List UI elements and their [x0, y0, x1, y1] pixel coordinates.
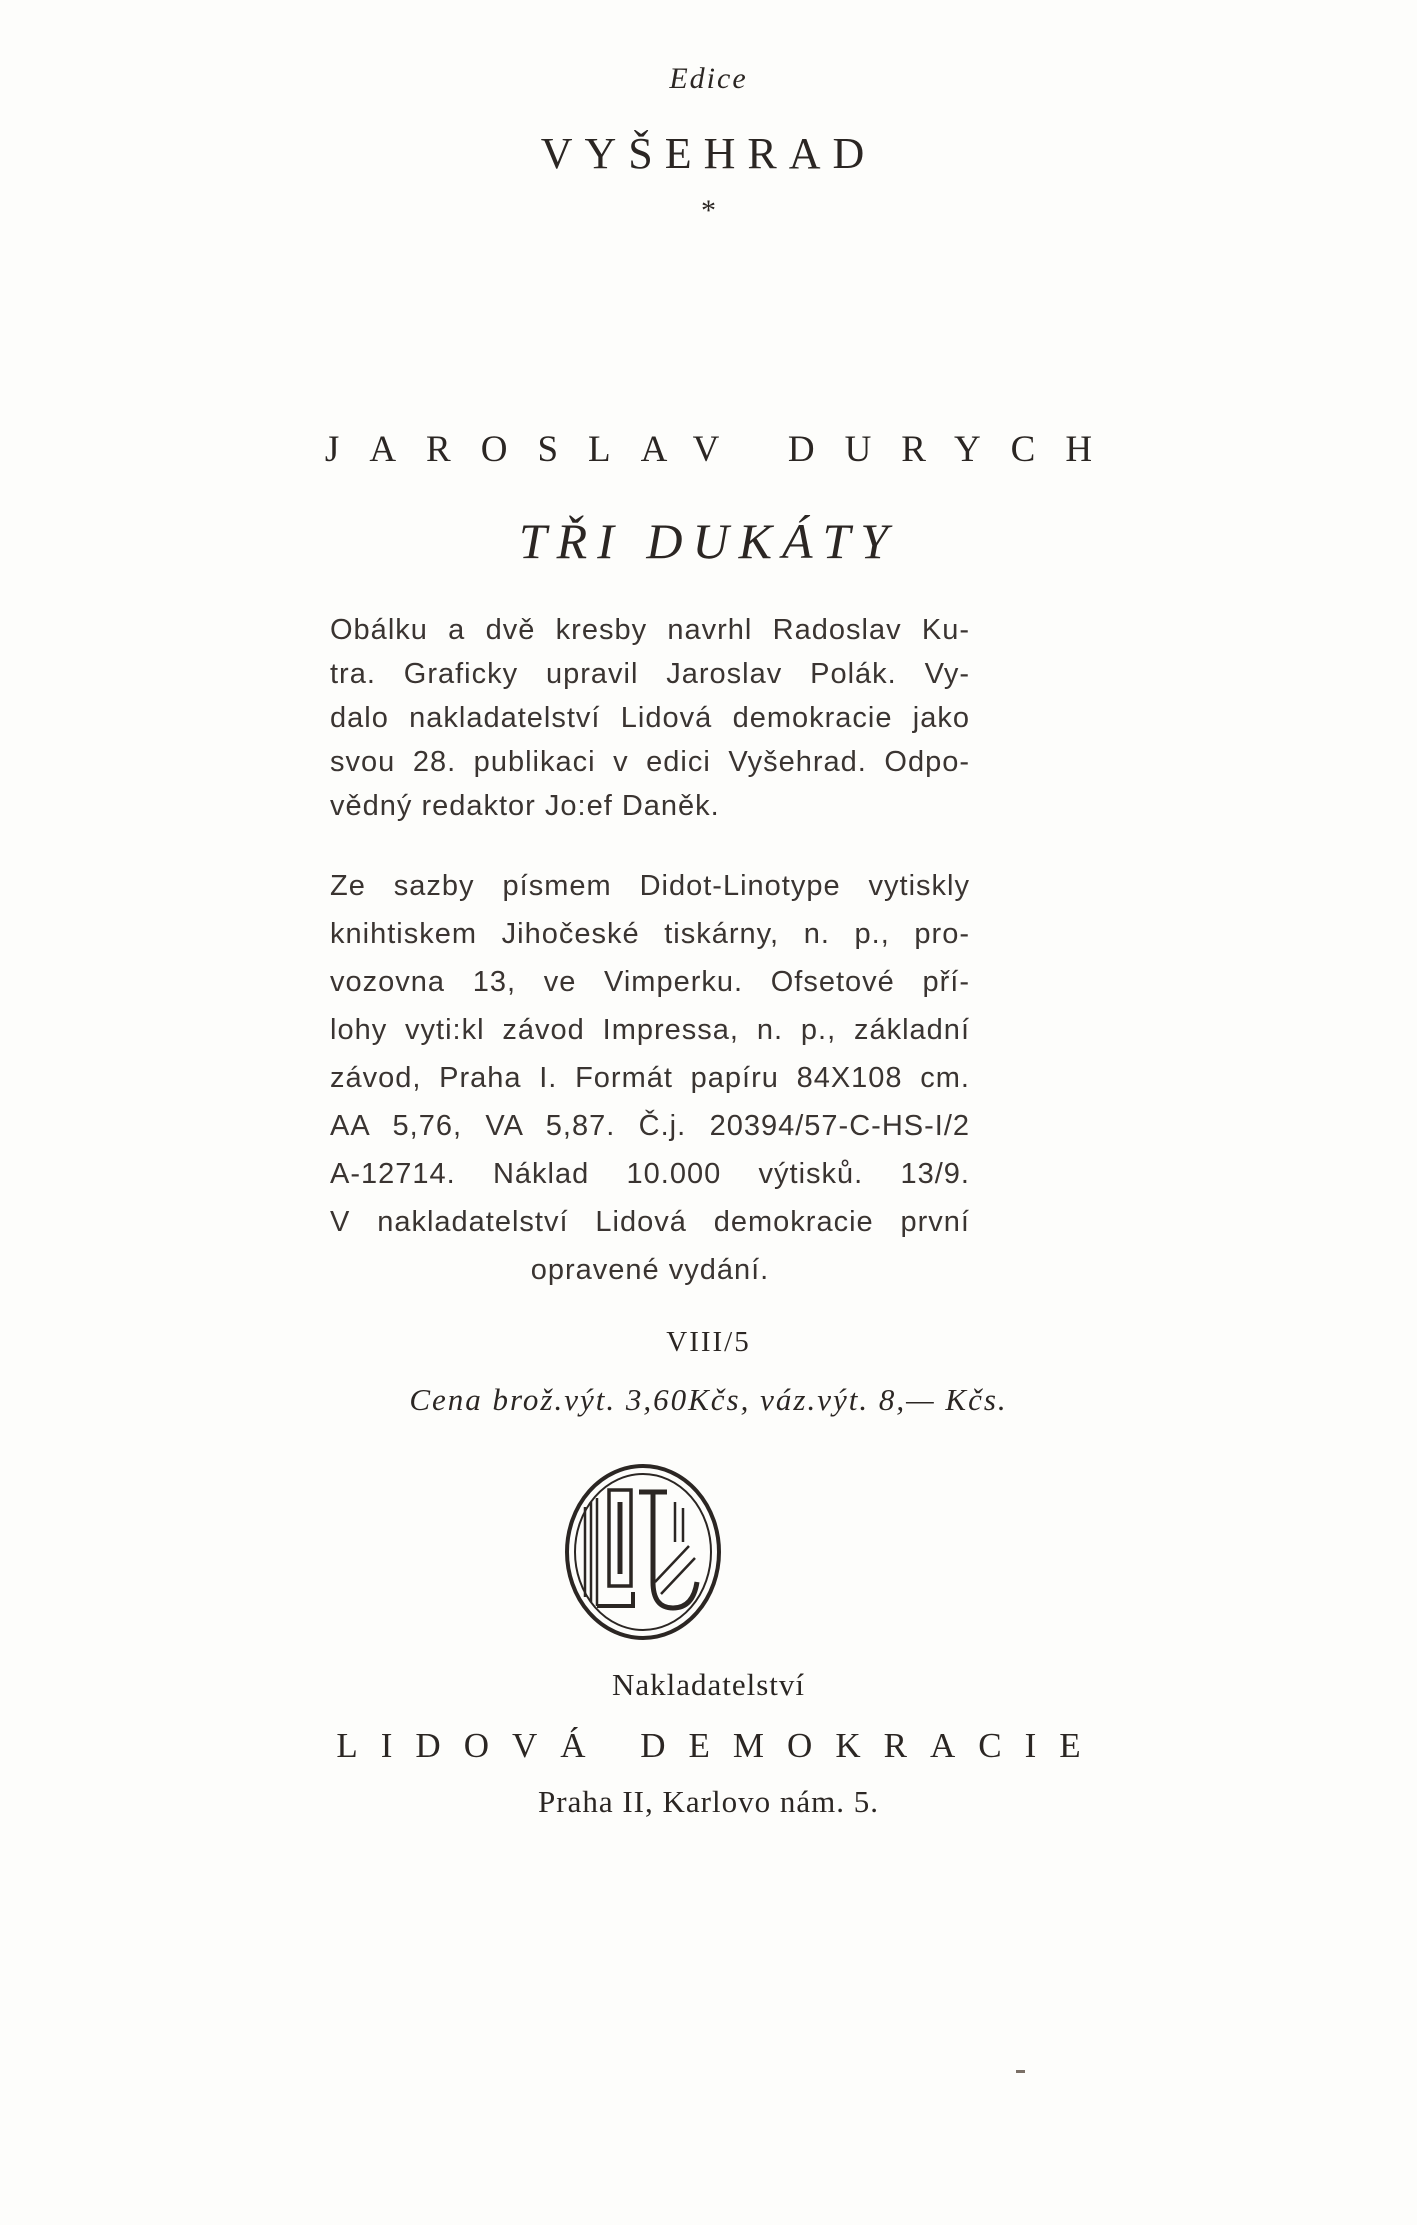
series-name: VYŠEHRAD [540, 129, 877, 178]
colophon-line: lohy vyti:kl závod Impressa, n. p., základní [330, 1014, 970, 1046]
colophon-line: svou 28. publikaci v edici Vyšehrad. Odpo- [330, 746, 970, 778]
colophon-line: dalo nakladatelství Lidová demokracie jako [330, 702, 970, 734]
colophon-line: knihtiskem Jihočeské tiskárny, n. p., pro- [330, 918, 970, 950]
edition-code: VIII/5 [666, 1326, 751, 1358]
colophon-line: opravené vydání. [530, 1254, 770, 1286]
colophon-line: vozovna 13, ve Vimperku. Ofsetové pří- [330, 966, 970, 998]
colophon-line: tra. Graficky upravil Jaroslav Polák. Vy- [330, 658, 970, 690]
book-title: TŘI DUKÁTY [518, 513, 899, 569]
publisher-label: Nakladatelství [611, 1667, 806, 1702]
colophon-line: závod, Praha I. Formát papíru 84X108 cm. [330, 1062, 970, 1094]
price-line: Cena brož.výt. 3,60Kčs, váz.výt. 8,— Kčs. [409, 1382, 1008, 1417]
author-name: JAROSLAV DURYCH [324, 429, 1123, 470]
publisher-name: LIDOVÁ DEMOKRACIE [336, 1726, 1104, 1765]
edition-label: Edice [669, 62, 748, 95]
colophon-line: A-12714. Náklad 10.000 výtisků. 13/9. [330, 1158, 970, 1190]
colophon-paragraph-printing [330, 862, 970, 1294]
publisher-logo-icon [563, 1462, 723, 1642]
paper-speck [1016, 2070, 1025, 2073]
colophon-paragraph-credits [330, 608, 970, 828]
colophon-line: Obálku a dvě kresby navrhl Radoslav Ku- [330, 614, 970, 646]
colophon-line: AA 5,76, VA 5,87. Č.j. 20394/57-C-HS-I/2 [330, 1110, 970, 1142]
colophon-line: V nakladatelství Lidová demokracie první [330, 1206, 970, 1238]
publisher-address: Praha II, Karlovo nám. 5. [538, 1784, 879, 1819]
star-ornament-icon: * [701, 194, 716, 227]
colophon-line: vědný redaktor Jo:ef Daněk. [330, 790, 720, 822]
colophon-line: Ze sazby písmem Didot-Linotype vytiskly [330, 870, 970, 902]
